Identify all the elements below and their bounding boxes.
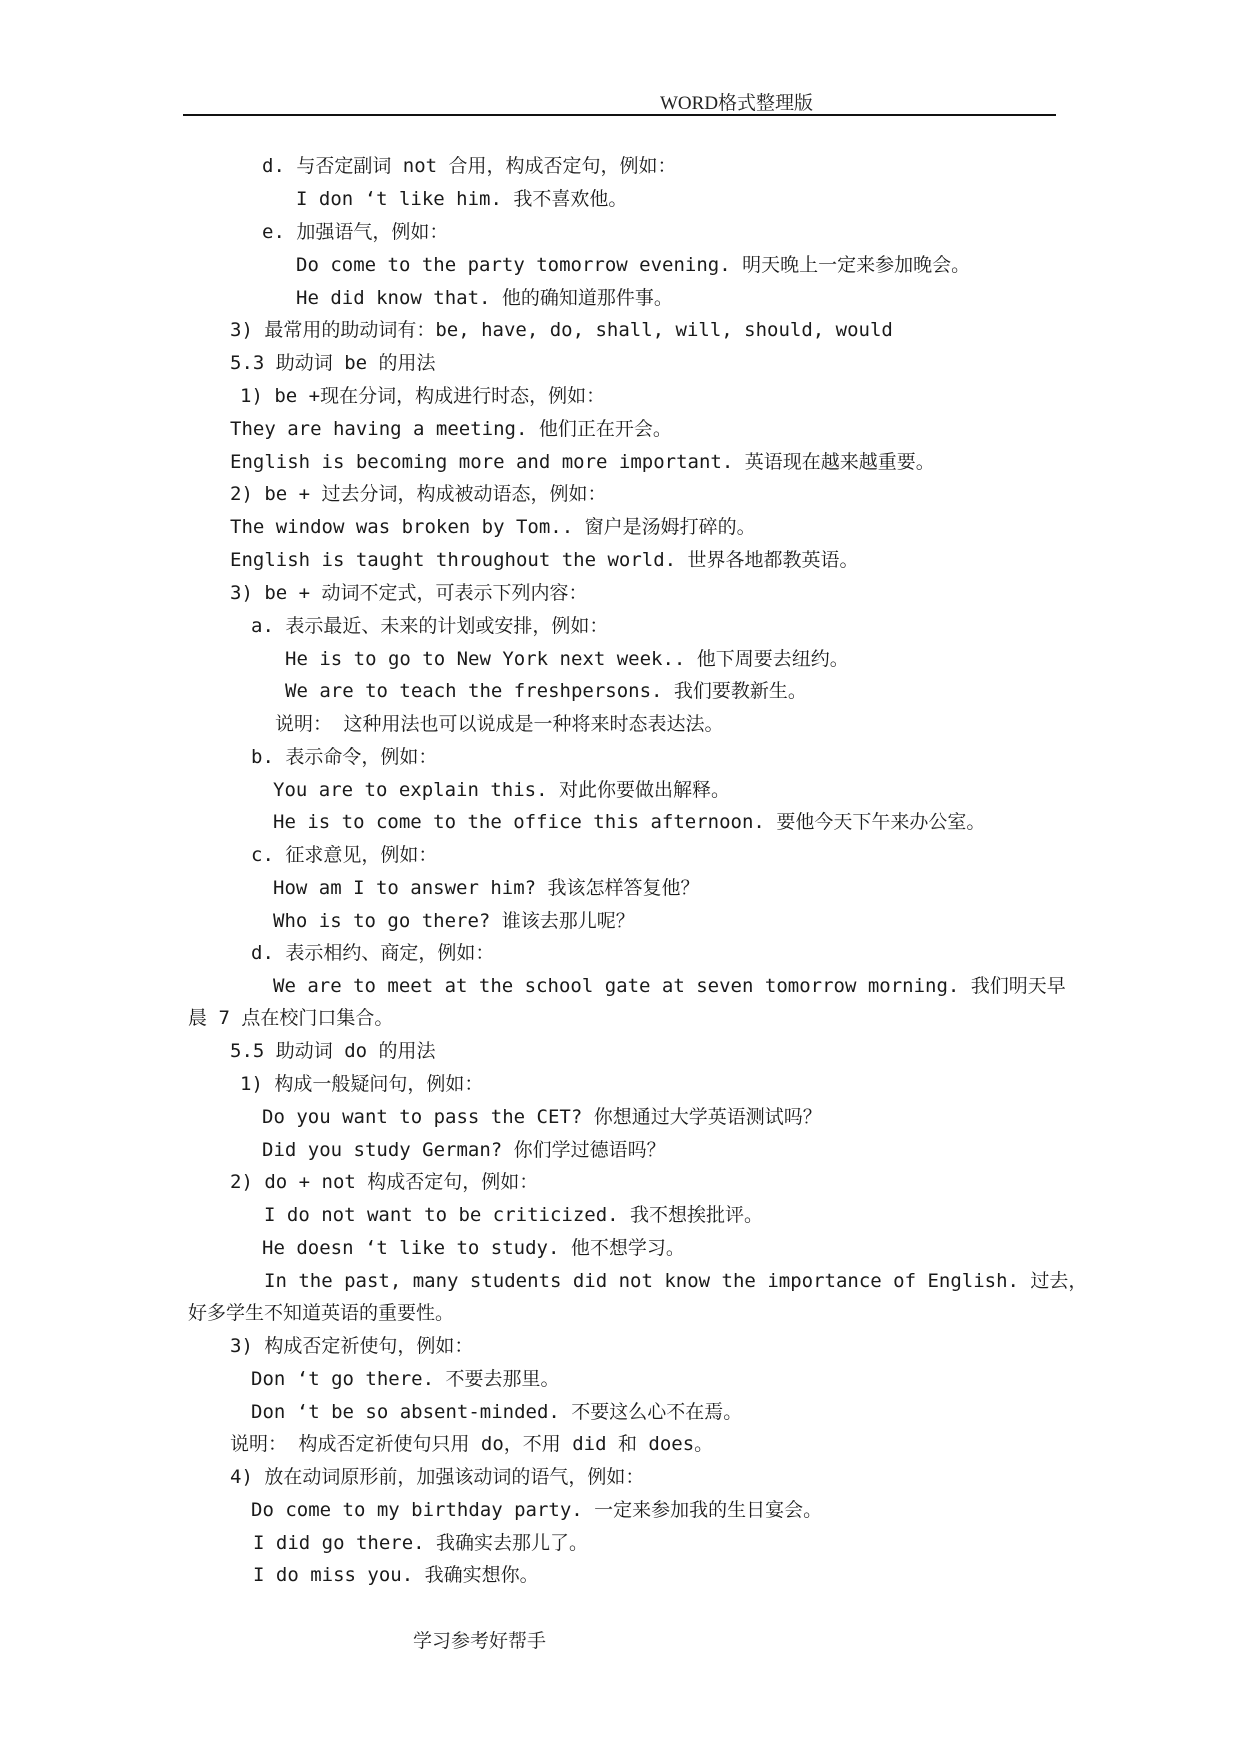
text-line: 3) 最常用的助动词有：be, have, do, shall, will, should, would xyxy=(230,319,893,341)
text-line: He doesn ‘t like to study. 他不想学习。 xyxy=(262,1237,685,1259)
text-line: 1) 构成一般疑问句，例如： xyxy=(240,1073,484,1095)
text-line: English is taught throughout the world. 世界各地都教英语。 xyxy=(230,549,859,571)
text-line: He is to go to New York next week.. 他下周要去纽约。 xyxy=(285,648,849,670)
text-line: b. 表示命令，例如： xyxy=(251,746,438,768)
text-line: 4) 放在动词原形前，加强该动词的语气，例如： xyxy=(230,1466,645,1488)
text-line: I do miss you. 我确实想你。 xyxy=(253,1564,539,1586)
text-line: Don ‘t be so absent-minded. 不要这么心不在焉。 xyxy=(251,1401,743,1423)
text-line: 晨 7 点在校门口集合。 xyxy=(188,1007,394,1029)
page-footer: 学习参考好帮手 xyxy=(413,1630,547,1652)
text-line: I don ‘t like him. 我不喜欢他。 xyxy=(296,188,628,210)
text-line: 1) be +现在分词，构成进行时态，例如： xyxy=(240,385,606,407)
text-line: Don ‘t go there. 不要去那里。 xyxy=(251,1368,560,1390)
text-line: You are to explain this. 对此你要做出解释。 xyxy=(273,779,730,801)
text-line: How am I to answer him? 我该怎样答复他？ xyxy=(273,877,700,899)
text-line: e. 加强语气，例如： xyxy=(262,221,449,243)
text-line: In the past, many students did not know the importance of English. 过去， xyxy=(264,1270,1088,1292)
text-line: d. 表示相约、商定，例如： xyxy=(251,942,495,964)
text-line: The window was broken by Tom.. 窗户是汤姆打碎的。 xyxy=(230,516,756,538)
text-line: 好多学生不知道英语的重要性。 xyxy=(188,1302,455,1324)
text-line: c. 征求意见，例如： xyxy=(251,844,438,866)
section-heading: 5.5 助动词 do 的用法 xyxy=(230,1040,436,1062)
page-header: WORD格式整理版 xyxy=(660,93,814,114)
text-line: 3) be + 动词不定式，可表示下列内容： xyxy=(230,582,588,604)
text-line: Do come to my birthday party. 一定来参加我的生日宴会。 xyxy=(251,1499,823,1521)
text-line: We are to teach the freshpersons. 我们要教新生。 xyxy=(285,680,807,702)
text-line: They are having a meeting. 他们正在开会。 xyxy=(230,418,672,440)
text-line: Did you study German? 你们学过德语吗？ xyxy=(262,1139,666,1161)
header-divider xyxy=(183,114,1056,116)
text-line: He is to come to the office this afternoon. 要他今天下午来办公室。 xyxy=(273,811,986,833)
text-line: Do you want to pass the CET? 你想通过大学英语测试吗？ xyxy=(262,1106,822,1128)
section-heading: 5.3 助动词 be 的用法 xyxy=(230,352,436,374)
text-line: d. 与否定副词 not 合用，构成否定句，例如： xyxy=(262,155,677,177)
text-line: 说明： 这种用法也可以说成是一种将来时态表达法。 xyxy=(275,713,724,735)
text-line: 说明： 构成否定祈使句只用 do，不用 did 和 does。 xyxy=(230,1433,714,1455)
text-line: I did go there. 我确实去那儿了。 xyxy=(253,1532,589,1554)
text-line: English is becoming more and more important. 英语现在越来越重要。 xyxy=(230,451,935,473)
text-line: a. 表示最近、未来的计划或安排，例如： xyxy=(251,615,609,637)
text-line: 3) 构成否定祈使句，例如： xyxy=(230,1335,474,1357)
text-line: We are to meet at the school gate at seven tomorrow morning. 我们明天早 xyxy=(273,975,1066,997)
text-line: 2) be + 过去分词，构成被动语态，例如： xyxy=(230,483,607,505)
text-line: Who is to go there? 谁该去那儿呢？ xyxy=(273,910,635,932)
text-line: I do not want to be criticized. 我不想挨批评。 xyxy=(264,1204,764,1226)
text-line: Do come to the party tomorrow evening. 明天晚上一定来参加晚会。 xyxy=(296,254,971,276)
text-line: 2) do + not 构成否定句，例如： xyxy=(230,1171,539,1193)
text-line: He did know that. 他的确知道那件事。 xyxy=(296,287,673,309)
